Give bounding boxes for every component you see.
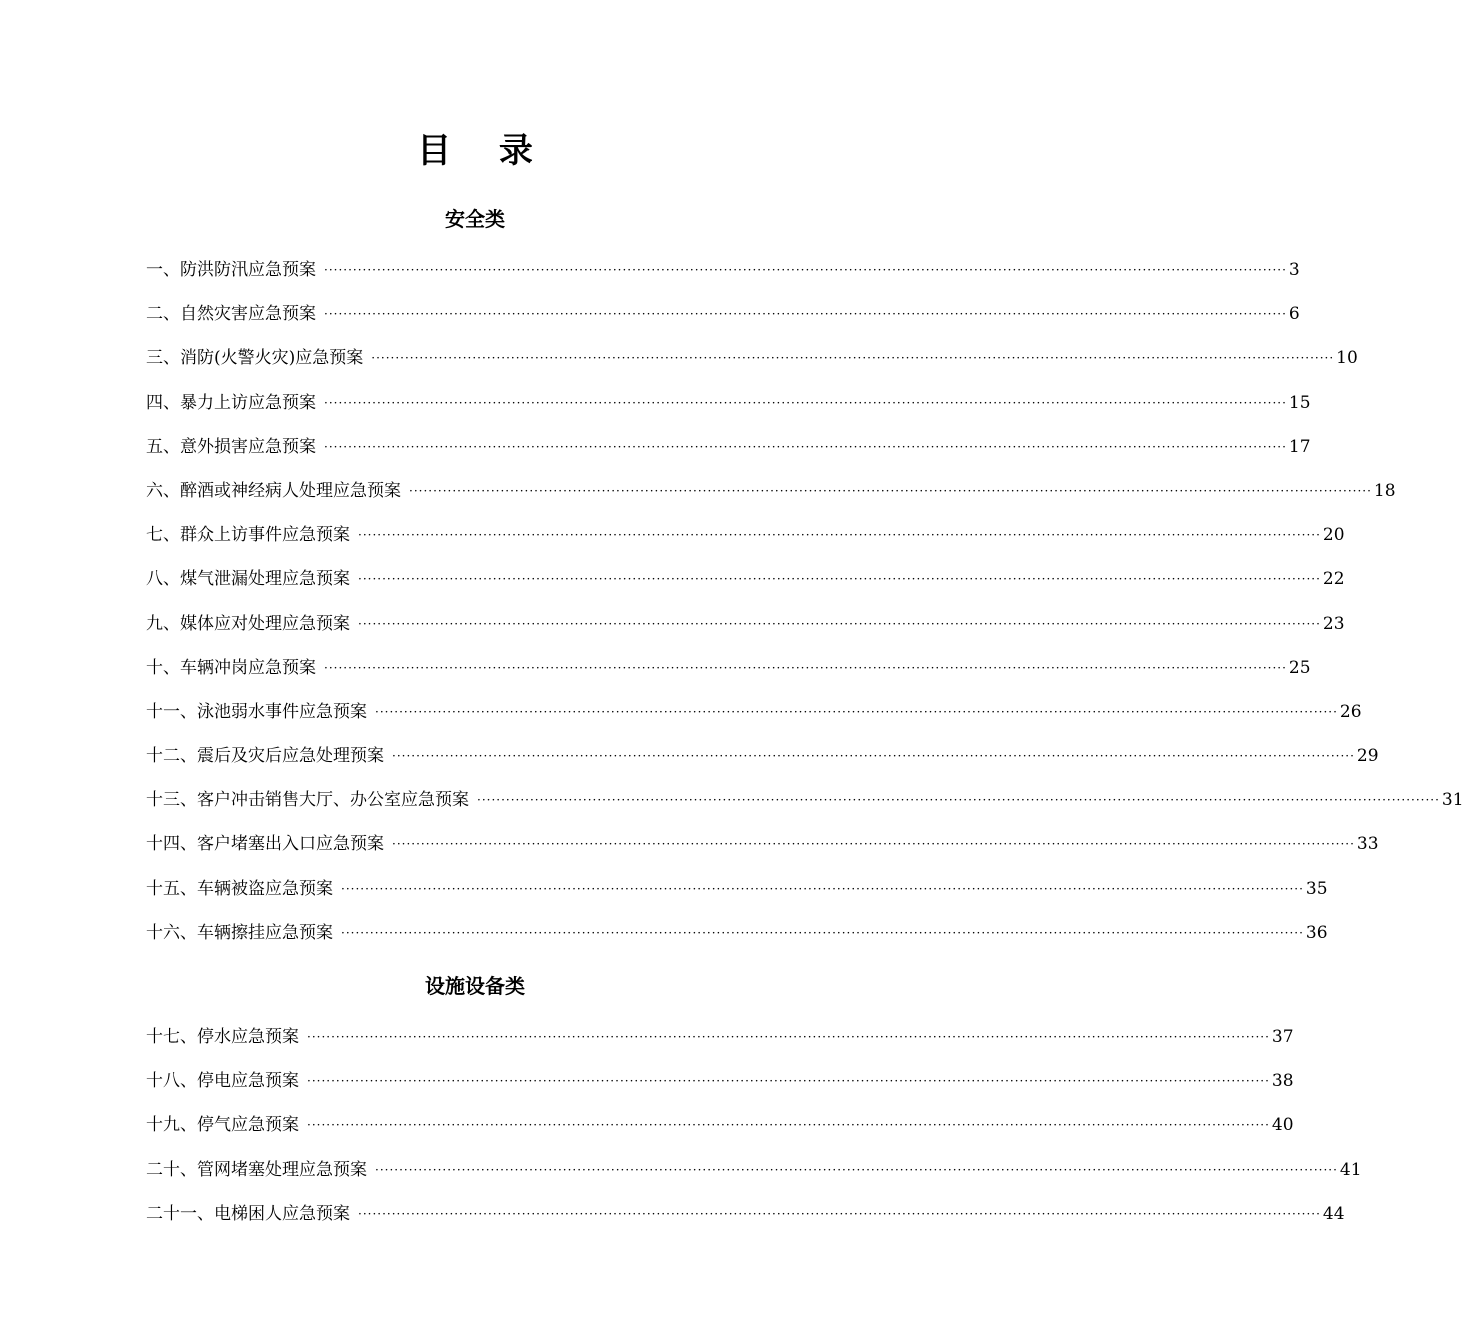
toc-entry-label: 十三、客户冲击销售大厅、办公室应急预案 (146, 790, 469, 811)
toc-entry-page: 22 (1322, 569, 1345, 590)
toc-entry-label: 十四、客户堵塞出入口应急预案 (146, 834, 384, 855)
toc-leader-dots: ········································································································································································································ (392, 749, 1355, 764)
toc-entry-label: 三、消防(火警火灾)应急预案 (146, 348, 364, 369)
toc-entry[interactable] (146, 734, 1379, 778)
toc-entry-page: 38 (1271, 1071, 1294, 1092)
toc-entry[interactable] (146, 248, 1300, 292)
page-title: 目 录 (417, 131, 551, 171)
toc-entry-page: 23 (1322, 613, 1345, 634)
toc-entry-label: 十七、停水应急预案 (146, 1027, 299, 1047)
toc-entry-page: 41 (1339, 1159, 1362, 1180)
toc-entry-label: 十、车辆冲岗应急预案 (146, 657, 316, 678)
toc-entry-page: 37 (1271, 1027, 1294, 1047)
toc-leader-dots: ········································································································································································································ (358, 528, 1321, 543)
toc-entry-page: 25 (1288, 657, 1311, 678)
toc-leader-dots: ········································································································································································································ (409, 483, 1372, 498)
toc-entry-page: 17 (1288, 436, 1311, 457)
toc-leader-dots: ········································································································································································································ (324, 395, 1287, 410)
toc-entry-label: 二、自然灾害应急预案 (146, 304, 316, 325)
toc-entry-page: 29 (1356, 746, 1379, 767)
toc-leader-dots: ········································································································································································································ (307, 1030, 1270, 1044)
toc-entry-page: 36 (1305, 922, 1328, 943)
toc-entry[interactable] (146, 602, 1345, 646)
toc-leader-dots: ········································································································································································································ (358, 1206, 1321, 1221)
toc-entry-page: 20 (1322, 525, 1345, 546)
toc-entry-page: 10 (1336, 348, 1358, 369)
toc-entry-page: 44 (1322, 1203, 1345, 1224)
toc-entry-label: 十二、震后及灾后应急处理预案 (146, 746, 384, 767)
toc-leader-dots: ········································································································································································································ (358, 572, 1321, 587)
toc-leader-dots: ········································································································································································································ (358, 616, 1321, 631)
toc-entry-page: 26 (1339, 701, 1362, 722)
toc-entry[interactable] (146, 292, 1300, 336)
toc-entry[interactable] (146, 646, 1311, 690)
toc-entry[interactable] (146, 513, 1345, 557)
toc-entry[interactable] (146, 425, 1311, 469)
toc-leader-dots: ········································································································································································································ (375, 1162, 1338, 1177)
toc-entry-label: 十八、停电应急预案 (146, 1071, 299, 1092)
toc-entry-label: 二十一、电梯困人应急预案 (146, 1203, 350, 1224)
toc-leader-dots: ········································································································································································································ (375, 704, 1338, 719)
toc-entry-label: 十九、停气应急预案 (146, 1115, 299, 1136)
toc-list-facilities (146, 1015, 1362, 1236)
toc-entry-page: 18 (1373, 480, 1396, 501)
toc-entry-page: 33 (1356, 834, 1379, 855)
section-heading-safety: 安全类 (445, 207, 505, 231)
toc-leader-dots: ········································································································································································································ (324, 307, 1287, 322)
toc-leader-dots: ········································································································································································································ (371, 351, 1335, 366)
toc-entry-label: 二十、管网堵塞处理应急预案 (146, 1159, 367, 1180)
toc-entry-label: 十五、车辆被盗应急预案 (146, 878, 333, 899)
toc-entry[interactable] (146, 1148, 1362, 1192)
toc-entry-page: 15 (1288, 392, 1311, 413)
toc-leader-dots: ········································································································································································································ (392, 837, 1355, 852)
toc-leader-dots: ········································································································································································································ (307, 1118, 1270, 1133)
toc-entry[interactable] (146, 1015, 1294, 1059)
toc-entry[interactable] (146, 469, 1396, 513)
toc-entry-page: 3 (1288, 260, 1300, 280)
toc-list-safety (146, 248, 1464, 955)
toc-entry[interactable] (146, 822, 1379, 866)
toc-entry[interactable] (146, 1103, 1294, 1147)
toc-entry[interactable] (146, 867, 1328, 911)
toc-entry[interactable] (146, 381, 1311, 425)
toc-entry-page: 35 (1305, 878, 1328, 899)
toc-entry[interactable] (146, 1192, 1345, 1236)
toc-entry-label: 五、意外损害应急预案 (146, 436, 316, 457)
toc-leader-dots: ········································································································································································································ (324, 263, 1287, 277)
toc-leader-dots: ········································································································································································································ (324, 439, 1287, 454)
toc-entry-label: 四、暴力上访应急预案 (146, 392, 316, 413)
toc-entry-page: 31 (1441, 790, 1464, 811)
toc-entry-label: 六、醉酒或神经病人处理应急预案 (146, 480, 401, 501)
toc-entry-label: 十一、泳池弱水事件应急预案 (146, 701, 367, 722)
toc-leader-dots: ········································································································································································································ (341, 881, 1304, 896)
toc-leader-dots: ········································································································································································································ (324, 660, 1287, 675)
toc-entry-label: 八、煤气泄漏处理应急预案 (146, 569, 350, 590)
toc-entry-page: 6 (1288, 304, 1300, 325)
toc-leader-dots: ········································································································································································································ (307, 1074, 1270, 1089)
toc-entry-page: 40 (1271, 1115, 1294, 1136)
toc-leader-dots: ········································································································································································································ (477, 793, 1440, 808)
toc-leader-dots: ········································································································································································································ (341, 925, 1304, 940)
toc-entry-label: 九、媒体应对处理应急预案 (146, 613, 350, 634)
section-heading-facilities: 设施设备类 (425, 974, 525, 998)
toc-entry[interactable] (146, 336, 1358, 380)
toc-entry-label: 十六、车辆擦挂应急预案 (146, 922, 333, 943)
toc-entry[interactable] (146, 690, 1362, 734)
toc-entry[interactable] (146, 911, 1328, 955)
toc-entry[interactable] (146, 557, 1345, 601)
toc-entry-label: 七、群众上访事件应急预案 (146, 525, 350, 546)
toc-entry[interactable] (146, 778, 1464, 822)
toc-entry-label: 一、防洪防汛应急预案 (146, 260, 316, 280)
toc-entry[interactable] (146, 1059, 1294, 1103)
